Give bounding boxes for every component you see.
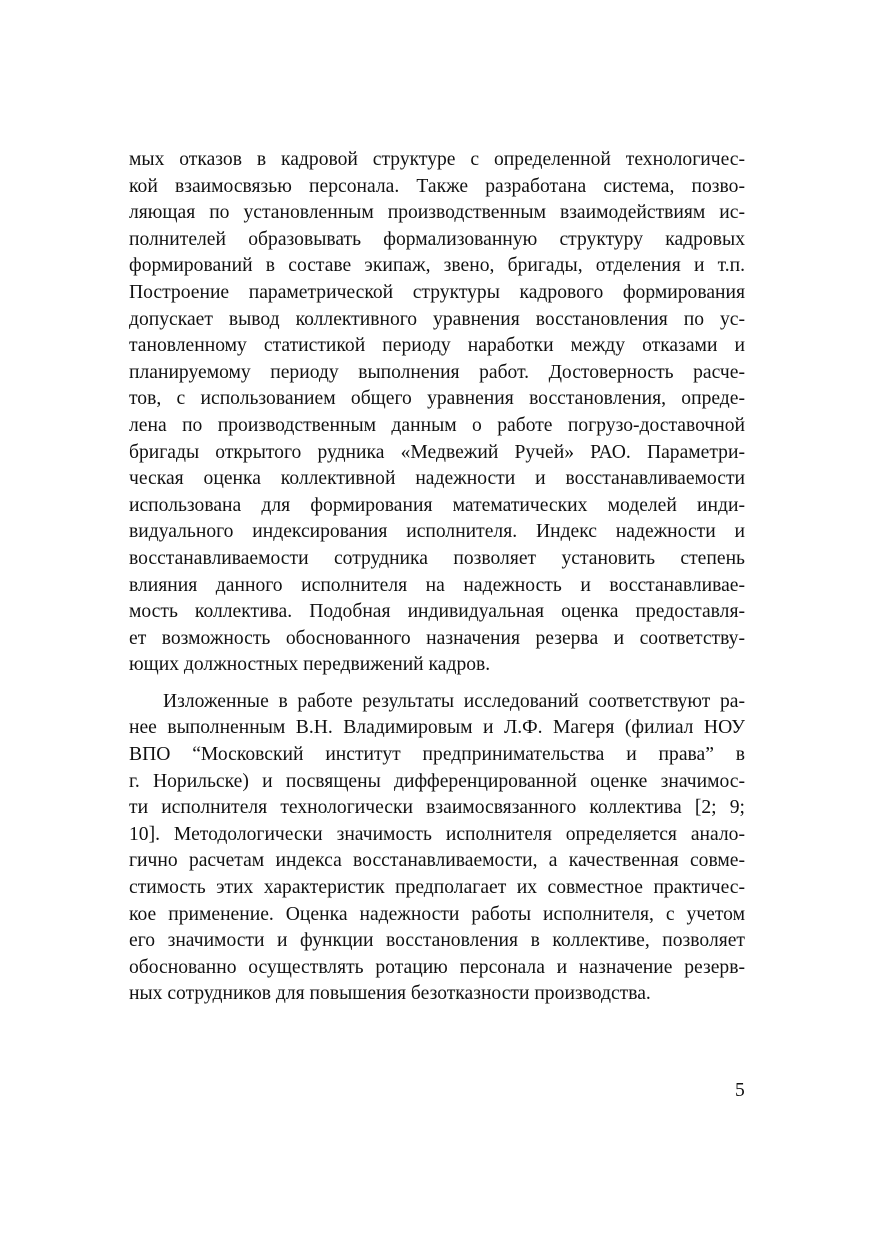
text-line: ляющая по установленным производственным взаимодействиям ис- bbox=[129, 202, 745, 224]
text-line: бригады открытого рудника «Медвежий Ручей» РАО. Параметри- bbox=[129, 441, 745, 463]
text-line: 10]. Методологически значимость исполнителя определяется анало- bbox=[129, 823, 745, 845]
text-line: ВПО “Московский институт предпринимательства и права” в bbox=[129, 744, 745, 766]
paragraph-1 bbox=[129, 147, 745, 679]
page-number: 5 bbox=[735, 1080, 745, 1101]
text-line: кое применение. Оценка надежности работы исполнителя, с учетом bbox=[129, 903, 745, 925]
text-line: стимость этих характеристик предполагает их совместное практичес- bbox=[129, 877, 745, 899]
paragraph-gap bbox=[129, 679, 745, 689]
text-line: использована для формирования математических моделей инди- bbox=[129, 494, 745, 516]
text-line: мость коллектива. Подобная индивидуальная оценка предоставля- bbox=[129, 601, 745, 623]
text-line: лена по производственным данным о работе погрузо-доставочной bbox=[129, 414, 745, 436]
text-line: нее выполненным В.Н. Владимировым и Л.Ф. Магеря (филиал НОУ bbox=[129, 717, 745, 739]
text-line: его значимости и функции восстановления в коллективе, позволяет bbox=[129, 930, 745, 952]
text-line: формирований в составе экипаж, звено, бригады, отделения и т.п. bbox=[129, 255, 745, 277]
text-line: влияния данного исполнителя на надежность и восстанавливае- bbox=[129, 574, 745, 596]
text-line: кой взаимосвязью персонала. Также разработана система, позво- bbox=[129, 175, 745, 197]
text-line: тановленному статистикой периоду наработки между отказами и bbox=[129, 335, 745, 357]
text-line: видуального индексирования исполнителя. Индекс надежности и bbox=[129, 521, 745, 543]
text-line: гично расчетам индекса восстанавливаемости, а качественная совме- bbox=[129, 850, 745, 872]
text-line: обоснованно осуществлять ротацию персонала и назначение резерв- bbox=[129, 956, 745, 978]
body-text bbox=[129, 147, 745, 1008]
text-line: г. Норильске) и посвящены дифференцированной оценке значимос- bbox=[129, 770, 745, 792]
text-line: ных сотрудников для повышения безотказности производства. bbox=[129, 983, 651, 1005]
text-line: мых отказов в кадровой структуре с определенной технологичес- bbox=[129, 149, 745, 170]
paragraph-2 bbox=[129, 689, 745, 1008]
text-line: ти исполнителя технологически взаимосвязанного коллектива [2; 9; bbox=[129, 797, 745, 819]
text-line: восстанавливаемости сотрудника позволяет установить степень bbox=[129, 547, 745, 569]
text-line: тов, с использованием общего уравнения восстановления, опреде- bbox=[129, 388, 745, 410]
text-line: допускает вывод коллективного уравнения восстановления по ус- bbox=[129, 308, 745, 330]
text-line: Изложенные в работе результаты исследований соответствуют ра- bbox=[163, 690, 745, 712]
text-line: ющих должностных передвижений кадров. bbox=[129, 654, 491, 676]
text-line: ет возможность обоснованного назначения резерва и соответству- bbox=[129, 627, 745, 649]
text-line: ческая оценка коллективной надежности и восстанавливаемости bbox=[129, 468, 745, 490]
text-line: Построение параметрической структуры кадрового формирования bbox=[129, 281, 745, 303]
text-line: планируемому периоду выполнения работ. Достоверность расче- bbox=[129, 361, 745, 383]
text-line: полнителей образовывать формализованную структуру кадровых bbox=[129, 228, 745, 250]
